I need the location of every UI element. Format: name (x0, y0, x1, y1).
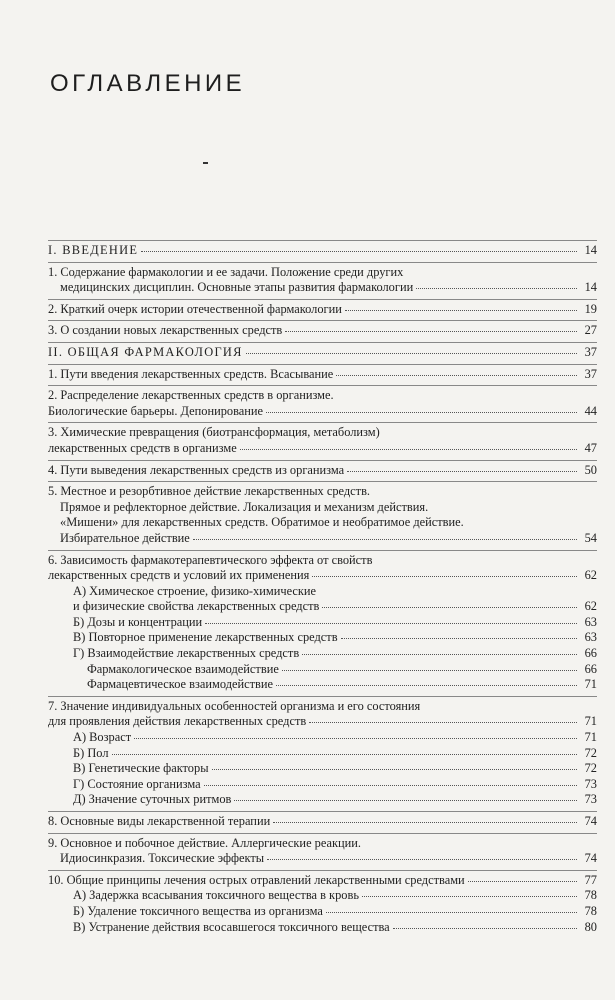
page-number: 54 (584, 530, 597, 545)
page-number: 74 (584, 814, 597, 828)
toc-line (48, 730, 597, 746)
toc-section (48, 696, 597, 811)
page-title: ОГЛАВЛЕНИЕ (50, 70, 246, 97)
toc-line (48, 699, 597, 715)
dot-leader (326, 911, 577, 913)
toc-line (48, 904, 597, 920)
toc-entry-text: I. ВВЕДЕНИЕ (48, 243, 139, 257)
toc-line (48, 323, 597, 339)
toc-line (48, 761, 597, 777)
page-number: 63 (584, 630, 597, 645)
dot-leader (112, 753, 577, 755)
toc-entry-text: В) Повторное применение лекарственных средств (73, 630, 338, 645)
toc-entry-text: Д) Значение суточных ритмов (73, 792, 232, 807)
toc-line (48, 714, 597, 730)
toc-entry-text: В) Генетические факторы (73, 761, 209, 776)
page-number: 73 (584, 792, 597, 807)
toc-section (48, 460, 597, 482)
toc-entry-text: Прямое и рефлекторное действие. Локализация и механизм действия. (60, 499, 429, 514)
page-number: 71 (584, 714, 597, 729)
toc-line (48, 836, 597, 852)
toc-line (48, 792, 597, 808)
toc-line (48, 500, 597, 516)
page-number: 37 (584, 366, 597, 381)
toc-entry-text: лекарственных средств в организме (48, 440, 237, 455)
toc-section (48, 385, 597, 422)
dot-leader (282, 669, 577, 671)
dot-leader (240, 448, 577, 450)
page-number: 62 (584, 568, 597, 583)
toc-section (48, 320, 597, 342)
toc-line (48, 851, 597, 867)
toc-entry-text: А) Возраст (73, 730, 132, 745)
page-number: 47 (584, 440, 597, 455)
dot-leader (212, 768, 577, 770)
toc-line (48, 873, 597, 889)
toc-section (48, 299, 597, 321)
page-number: 14 (584, 243, 597, 257)
toc-line (48, 777, 597, 793)
page-number: 80 (584, 919, 597, 934)
dot-leader (416, 287, 577, 289)
toc-entry-text: Г) Взаимодействие лекарственных средств (73, 646, 300, 661)
toc-line (48, 441, 597, 457)
toc-entry-text: 2. Распределение лекарственных средств в организме. (48, 388, 334, 403)
dot-leader (134, 737, 577, 739)
toc-line (48, 243, 597, 259)
toc-entry-text: А) Задержка всасывания токсичного вещества в кровь (73, 888, 359, 903)
toc-line (48, 584, 597, 600)
dot-leader (341, 637, 577, 639)
toc-entry-text: Б) Дозы и концентрации (73, 614, 203, 629)
dot-leader (336, 374, 577, 376)
toc-entry-text: 10. Общие принципы лечения острых отравлений лекарственными средствами (48, 872, 465, 887)
dot-leader (267, 858, 577, 860)
page-number: 71 (584, 730, 597, 745)
dot-leader (193, 538, 577, 540)
toc-line (48, 630, 597, 646)
toc-entry-text: Г) Состояние организма (73, 776, 201, 791)
toc-line (48, 463, 597, 479)
page-number: 78 (584, 888, 597, 903)
toc-entry-text: и физические свойства лекарственных средств (73, 599, 320, 614)
page-number: 50 (584, 462, 597, 477)
toc-line (48, 888, 597, 904)
toc-entry-text: медицинских дисциплин. Основные этапы развития фармакологии (60, 280, 414, 295)
toc-line (48, 646, 597, 662)
page-number: 74 (584, 851, 597, 866)
toc-entry-text: 9. Основное и побочное действие. Аллергические реакции. (48, 835, 362, 850)
dot-leader (246, 352, 577, 354)
dot-leader (141, 250, 577, 252)
toc-entry-text: Фармацевтическое взаимодействие (87, 677, 274, 692)
page-number: 27 (584, 323, 597, 338)
dot-leader (362, 895, 577, 897)
toc-entry-text: 1. Пути введения лекарственных средств. Всасывание (48, 366, 334, 381)
page-number: 66 (584, 661, 597, 676)
dot-leader (393, 927, 577, 929)
page-number: 37 (584, 344, 597, 359)
dot-leader (266, 411, 577, 413)
page-number: 73 (584, 776, 597, 791)
toc-entry-text: Фармакологическое взаимодействие (87, 661, 279, 676)
toc-section (48, 811, 597, 833)
toc-line (48, 920, 597, 936)
dot-leader (347, 470, 577, 472)
toc-line (48, 599, 597, 615)
dot-leader (468, 880, 577, 882)
toc-line (48, 746, 597, 762)
dot-leader (276, 684, 577, 686)
page-number: 19 (584, 301, 597, 316)
toc-section (48, 833, 597, 870)
toc-entry-text: 3. О создании новых лекарственных средств (48, 323, 283, 338)
page-number: 71 (584, 677, 597, 692)
page-number: 72 (584, 745, 597, 760)
toc-entry-text: 8. Основные виды лекарственной терапии (48, 814, 271, 828)
toc-line (48, 814, 597, 830)
dot-leader (312, 575, 577, 577)
toc-entry-text: Б) Удаление токсичного вещества из организма (73, 903, 323, 918)
toc-section (48, 240, 597, 262)
toc-line (48, 388, 597, 404)
toc-entry-text: для проявления действия лекарственных средств (48, 714, 307, 729)
page-number: 44 (584, 403, 597, 418)
toc-entry-text: «Мишени» для лекарственных средств. Обратимое и необратимое действие. (60, 515, 464, 530)
toc-line (48, 553, 597, 569)
dot-leader (204, 784, 577, 786)
toc-entry-text: Идиосинкразия. Токсические эффекты (60, 851, 265, 866)
dot-leader (273, 821, 577, 823)
toc-section (48, 342, 597, 364)
toc-entry-text: 2. Краткий очерк истории отечественной фармакологии (48, 301, 342, 316)
toc-line (48, 345, 597, 361)
page-number: 77 (584, 872, 597, 887)
dot-leader (345, 309, 577, 311)
toc-entry-text: 6. Зависимость фармакотерапевтического эффекта от свойств (48, 552, 373, 567)
toc-section (48, 422, 597, 459)
dot-leader (309, 721, 577, 723)
page-number: 66 (584, 646, 597, 661)
dot-leader (302, 653, 577, 655)
toc-line (48, 531, 597, 547)
page-number: 72 (584, 761, 597, 776)
toc-line (48, 404, 597, 420)
toc-section (48, 870, 597, 938)
toc-entry-text: В) Устранение действия всосавшегося токсичного вещества (73, 919, 390, 934)
toc-line (48, 515, 597, 531)
toc-entry-text: лекарственных средств и условий их применения (48, 568, 310, 583)
dot-leader (285, 330, 577, 332)
toc-section (48, 550, 597, 696)
toc-line (48, 484, 597, 500)
dot-leader (322, 606, 577, 608)
toc-section (48, 481, 597, 549)
toc-entry-text: 1. Содержание фармакологии и ее задачи. Положение среди других (48, 264, 404, 279)
dot-leader (234, 799, 577, 801)
toc-line (48, 367, 597, 383)
toc-entry-text: Б) Пол (73, 745, 109, 760)
page-number: 62 (584, 599, 597, 614)
decorative-dash (203, 162, 208, 164)
toc-entry-text: II. ОБЩАЯ ФАРМАКОЛОГИЯ (48, 344, 243, 359)
toc-entry-text: 3. Химические превращения (биотрансформация, метаболизм) (48, 425, 380, 440)
toc-entry-text: 7. Значение индивидуальных особенностей организма и его состояния (48, 698, 421, 713)
toc-section (48, 262, 597, 299)
toc-line (48, 280, 597, 296)
toc-entry-text: 5. Местное и резорбтивное действие лекарственных средств. (48, 484, 371, 499)
toc-line (48, 662, 597, 678)
toc-entry-text: А) Химическое строение, физико-химические (73, 583, 317, 598)
toc-line (48, 265, 597, 281)
toc-line (48, 425, 597, 441)
page-number: 78 (584, 903, 597, 918)
toc-entry-text: 4. Пути выведения лекарственных средств из организма (48, 462, 345, 477)
page-number: 14 (584, 280, 597, 295)
toc-entry-text: Избирательное действие (60, 530, 190, 545)
toc-section (48, 364, 597, 386)
toc-line (48, 568, 597, 584)
table-of-contents (48, 240, 597, 938)
toc-line (48, 302, 597, 318)
dot-leader (205, 622, 577, 624)
toc-entry-text: Биологические барьеры. Депонирование (48, 403, 264, 418)
page-number: 63 (584, 614, 597, 629)
toc-line (48, 615, 597, 631)
toc-line (48, 677, 597, 693)
